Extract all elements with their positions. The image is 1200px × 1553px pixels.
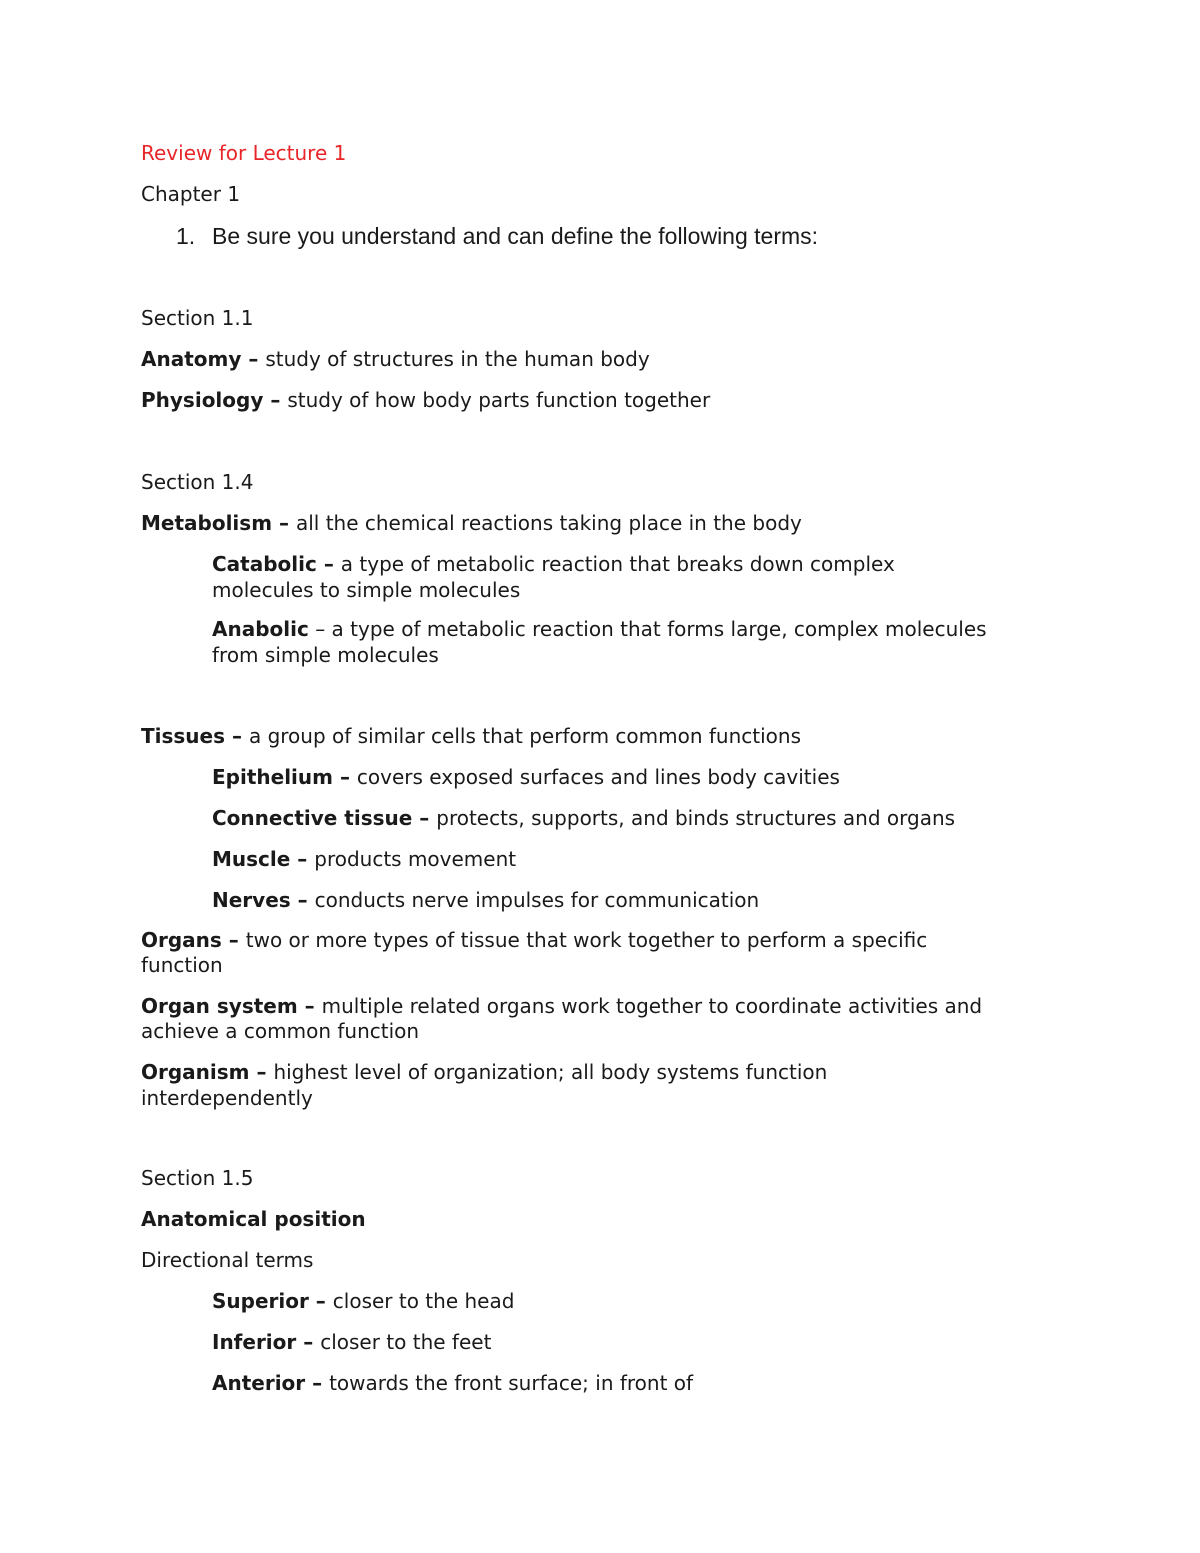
section-heading-1-4: Section 1.4 [141,470,254,494]
term-label: Anatomy – [141,347,266,371]
directional-terms-heading: Directional terms [141,1248,314,1272]
term-definition: covers exposed surfaces and lines body cavities [356,765,840,789]
term-organs [141,927,927,953]
term-catabolic-continued: molecules to simple molecules [212,578,521,602]
term-muscle [212,846,516,872]
document-title: Review for Lecture 1 [141,141,347,165]
term-connective-tissue [212,805,955,831]
term-definition: towards the front surface; in front of [329,1371,694,1395]
term-label: Physiology – [141,388,288,412]
term-catabolic [212,551,895,577]
term-definition: study of structures in the human body [265,347,650,371]
term-definition: protects, supports, and binds structures and organs [436,806,956,830]
term-definition: closer to the feet [320,1330,492,1354]
term-definition: multiple related organs work together to coordinate activities and [321,994,983,1018]
term-organs-continued: function [141,953,223,977]
section-heading-1-5: Section 1.5 [141,1166,254,1190]
term-organism [141,1059,827,1085]
term-anabolic [212,616,987,642]
term-nerves [212,887,759,913]
term-superior [212,1288,514,1314]
term-organism-continued: interdependently [141,1086,313,1110]
instruction-text: Be sure you understand and can define the following terms: [212,223,819,249]
term-label: Inferior – [212,1330,321,1354]
term-label: Tissues – [141,724,249,748]
term-label: Organism – [141,1060,274,1084]
term-definition: all the chemical reactions taking place in the body [295,511,802,535]
term-label: Organs – [141,928,246,952]
term-organ-system [141,993,982,1019]
chapter-heading: Chapter 1 [141,182,241,206]
term-definition: closer to the head [332,1289,515,1313]
term-label: Muscle – [212,847,315,871]
term-definition: study of how body parts function together [287,388,711,412]
term-label: Superior – [212,1289,333,1313]
term-definition: products movement [314,847,517,871]
term-anatomy [141,346,650,372]
term-label: Nerves – [212,888,315,912]
term-definition: conducts nerve impulses for communication [314,888,760,912]
term-label: Metabolism – [141,511,296,535]
term-definition: two or more types of tissue that work together to perform a specific [245,928,928,952]
term-tissues [141,723,801,749]
term-physiology [141,387,710,413]
term-anterior [212,1370,693,1396]
term-definition: a group of similar cells that perform common functions [248,724,802,748]
term-metabolism [141,510,802,536]
section-heading-1-1: Section 1.1 [141,306,254,330]
term-label: Catabolic – [212,552,341,576]
term-label: Anabolic [212,617,309,641]
term-anatomical-position: Anatomical position [141,1207,366,1231]
term-anabolic-continued: from simple molecules [212,643,439,667]
instruction-item [176,222,818,250]
list-number: 1. [176,223,196,249]
term-label: Organ system – [141,994,322,1018]
term-epithelium [212,764,840,790]
term-definition: highest level of organization; all body systems function [273,1060,828,1084]
term-definition: – a type of metabolic reaction that forms large, complex molecules [308,617,987,641]
term-definition: a type of metabolic reaction that breaks down complex [340,552,895,576]
term-label: Connective tissue – [212,806,437,830]
term-inferior [212,1329,491,1355]
term-organ-system-continued: achieve a common function [141,1019,420,1043]
term-label: Anterior – [212,1371,330,1395]
term-label: Epithelium – [212,765,357,789]
